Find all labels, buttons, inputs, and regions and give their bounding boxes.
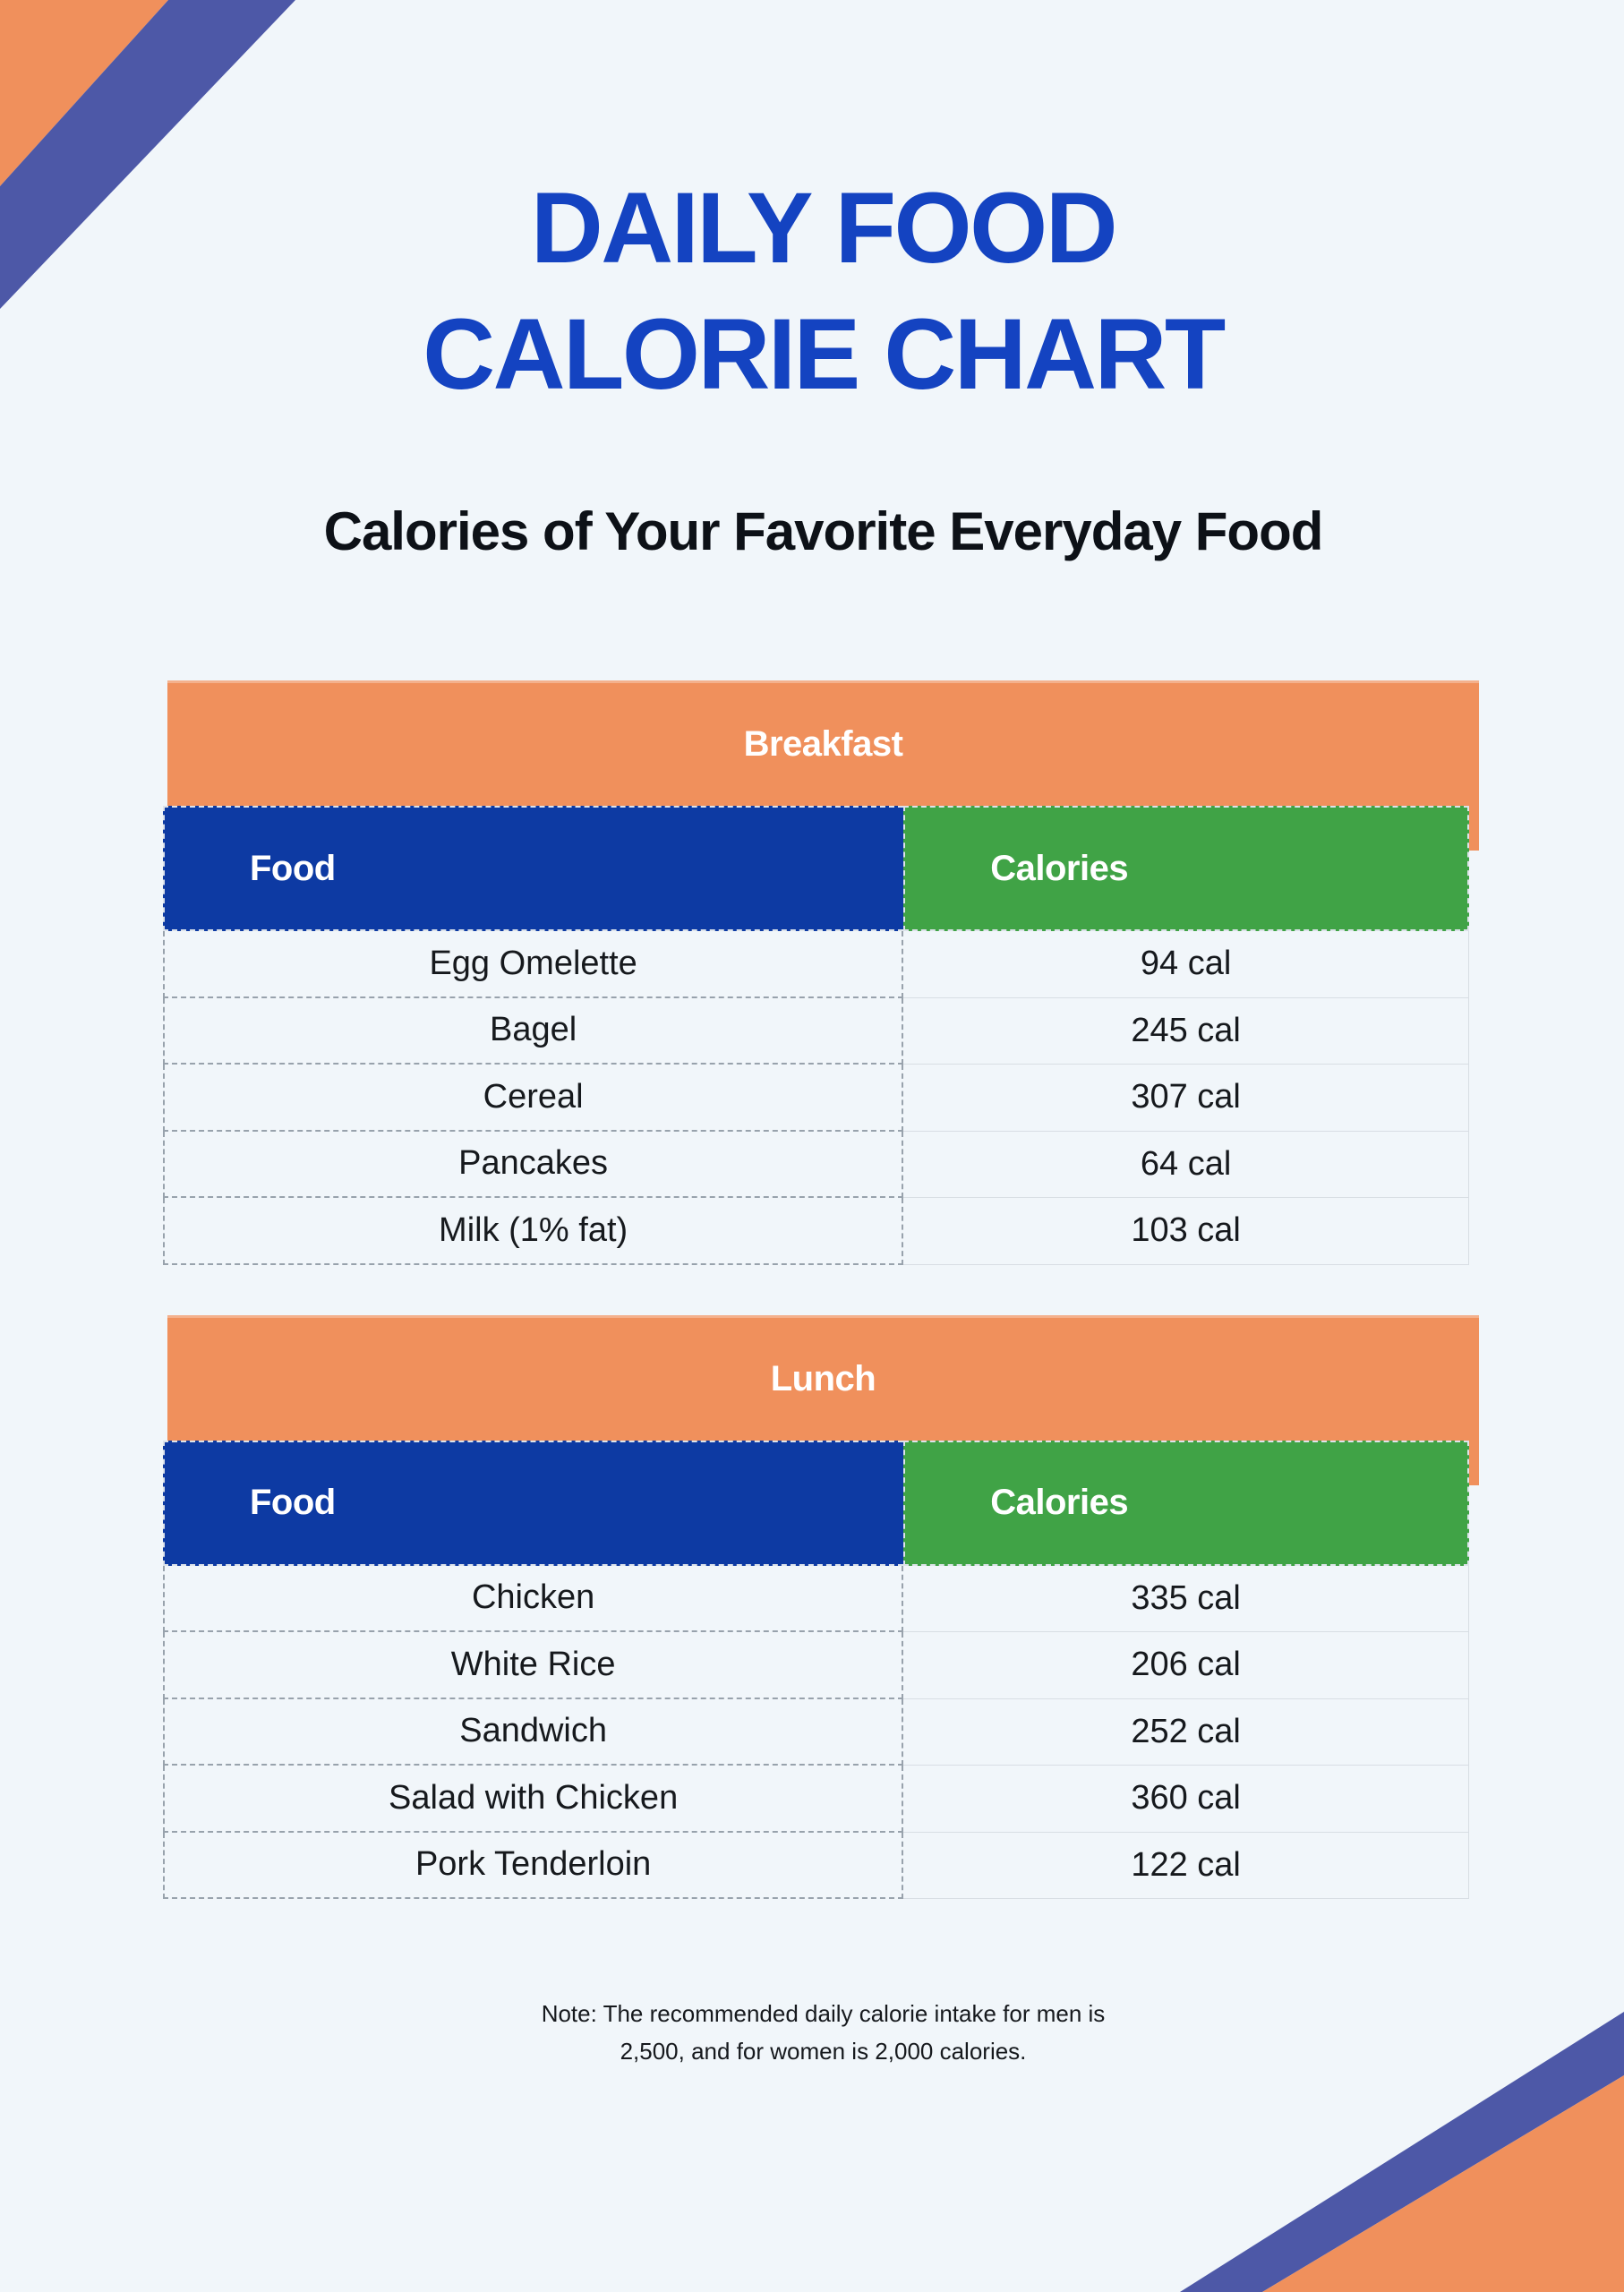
breakfast-banner [167,680,1479,806]
lunch-table-body [163,1566,1469,1900]
calories-cell: 206 cal [903,1632,1469,1699]
breakfast-banner-label: Breakfast [743,724,903,765]
food-cell: Egg Omelette [163,931,903,998]
table-row [163,1198,1469,1265]
subtitle: Calories of Your Favorite Everyday Food [323,501,1323,562]
calories-cell: 307 cal [903,1065,1469,1132]
food-cell: Salad with Chicken [163,1766,903,1833]
lunch-banner-label: Lunch [770,1358,876,1398]
title-line-1: DAILY FOOD [530,172,1116,284]
calories-column-header: Calories [903,1441,1469,1566]
food-column-header: Food [163,1441,903,1566]
food-cell: Milk (1% fat) [163,1198,903,1265]
food-cell: Chicken [163,1566,903,1633]
food-cell: Cereal [163,1065,903,1132]
calories-cell: 94 cal [903,931,1469,998]
table-row [163,1065,1469,1132]
bottom-right-orange-triangle [1262,2075,1624,2292]
calories-cell: 122 cal [903,1833,1469,1900]
table-row [163,1132,1469,1199]
page-title [167,165,1479,417]
table-row [163,1699,1469,1766]
calories-cell: 252 cal [903,1699,1469,1766]
footnote-line-1: Note: The recommended daily calorie intake for men is [541,2000,1106,2028]
calories-cell: 245 cal [903,998,1469,1065]
calories-cell: 103 cal [903,1198,1469,1265]
breakfast-header-row [163,806,1469,931]
table-row [163,931,1469,998]
food-cell: White Rice [163,1632,903,1699]
footnote-line-2: 2,500, and for women is 2,000 calories. [620,2037,1027,2065]
breakfast-table [167,680,1479,1265]
table-row [163,1566,1469,1633]
food-cell: Sandwich [163,1699,903,1766]
food-cell: Bagel [163,998,903,1065]
lunch-header-row [163,1441,1469,1566]
calories-cell: 64 cal [903,1132,1469,1199]
breakfast-table-body [163,931,1469,1265]
calories-cell: 360 cal [903,1766,1469,1833]
table-row [163,1833,1469,1900]
food-cell: Pancakes [163,1132,903,1199]
calories-cell: 335 cal [903,1566,1469,1633]
food-column-header: Food [163,806,903,931]
food-cell: Pork Tenderloin [163,1833,903,1900]
table-row [163,998,1469,1065]
lunch-banner [167,1315,1479,1441]
calories-column-header: Calories [903,806,1469,931]
poster-content [167,0,1479,2070]
title-line-2: CALORIE CHART [423,298,1224,411]
footnote [167,1996,1479,2070]
top-left-orange-triangle [0,0,168,186]
table-row [163,1632,1469,1699]
table-row [163,1766,1469,1833]
lunch-table [167,1315,1479,1900]
